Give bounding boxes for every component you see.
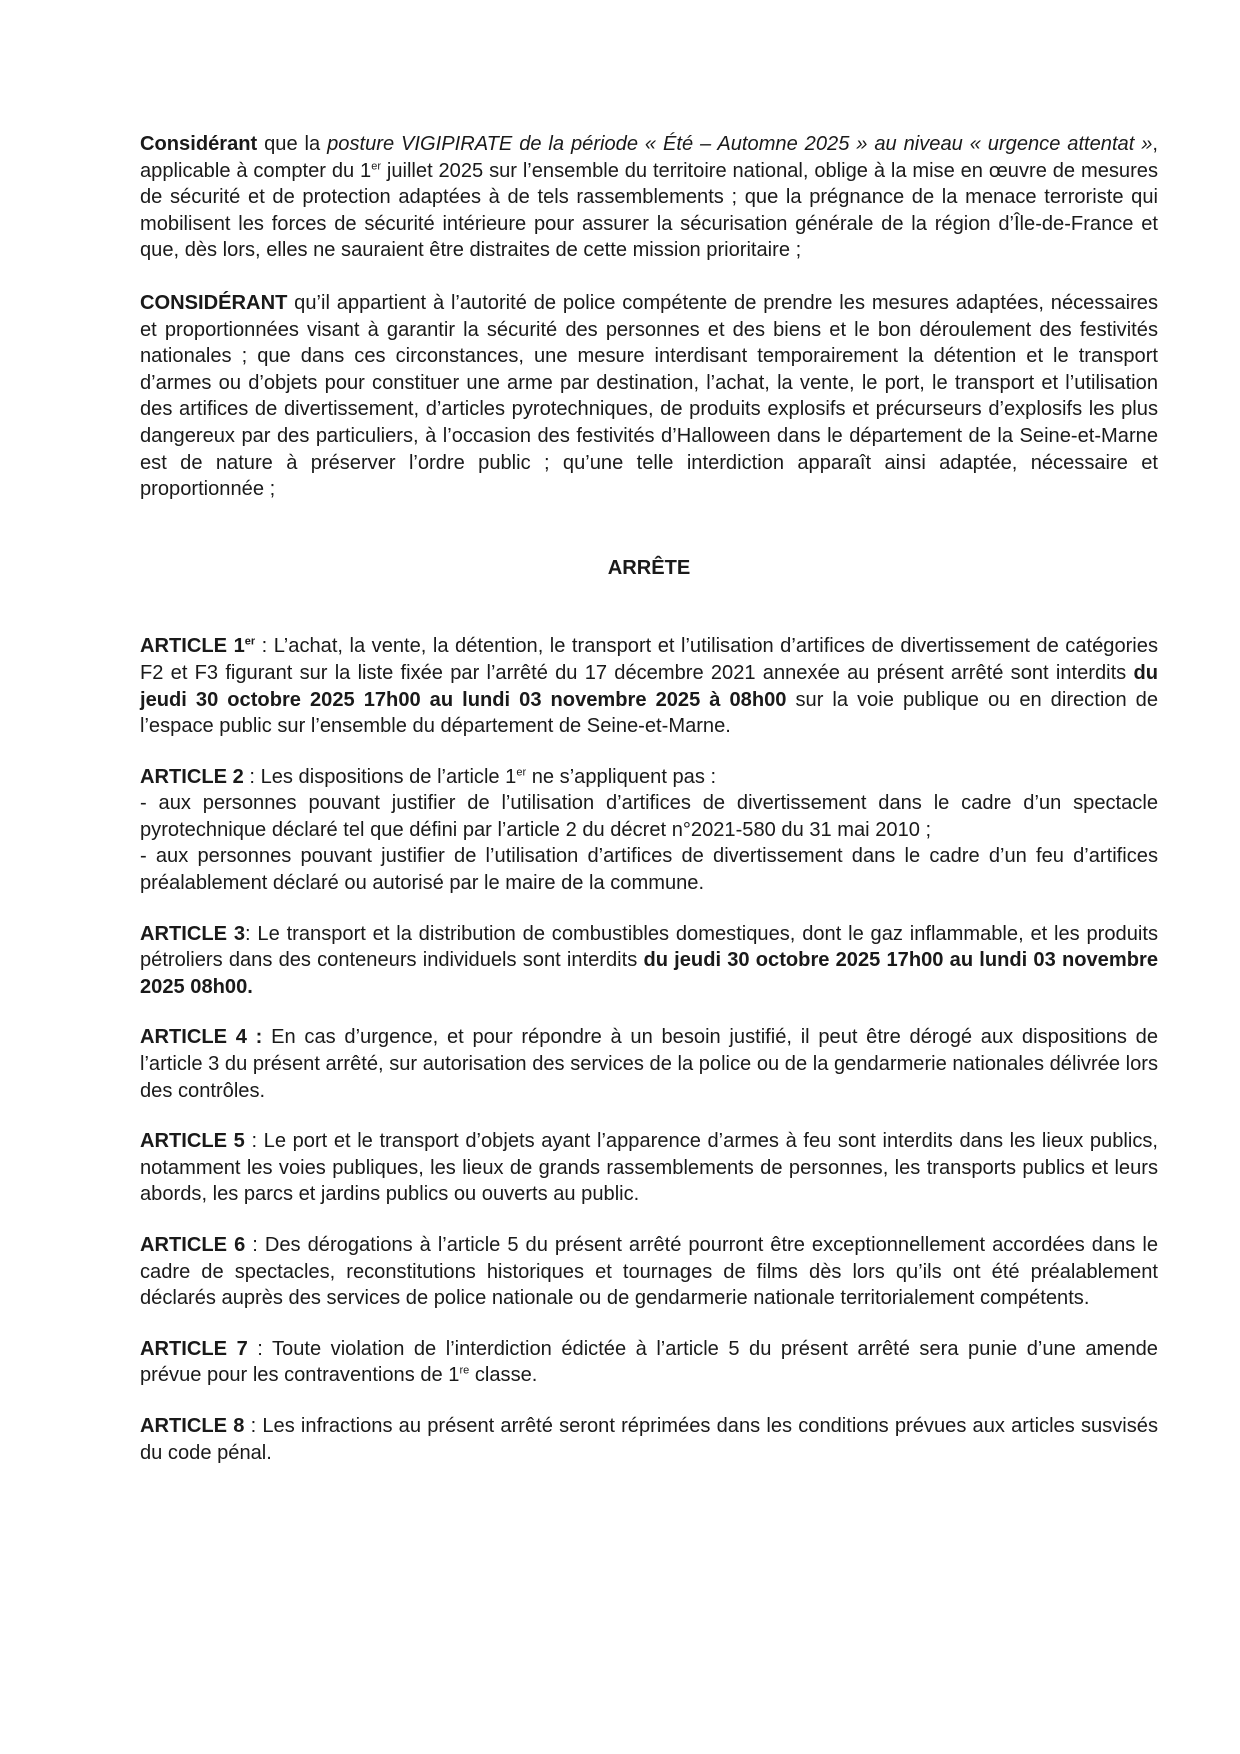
article-label: ARTICLE 4 : — [140, 1026, 263, 1049]
article-label: ARTICLE 7 — [140, 1337, 248, 1360]
article-dates: du jeudi 30 octobre 2025 17h00 au lundi 03 novembre 2025 08h00. — [140, 949, 1158, 998]
article-1: ARTICLE 1er : L’achat, la vente, la détention, le transport et l’utilisation d’artifices de divertissement de catégories F2 et F3 figurant sur la liste fixée par l’arrêté du 17 décembre 2021 annexée au présent arrêté sont interdits du jeudi 30 octobre 2025 17h00 au lundi 03 novembre 2025 à 08h00 sur la voie publique ou en direction de l’espace public sur l’ensemble du département de Seine-et-Marne. — [140, 635, 1158, 738]
article-label: ARTICLE 2 — [140, 765, 244, 788]
considerant-lead: CONSIDÉRANT — [140, 291, 288, 314]
considerant-paragraph-1: Considérant que la posture VIGIPIRATE de la période « Été – Automne 2025 » au niveau « urgence attentat », applicable à compter du 1er juillet 2025 sur l’ensemble du territoire national, oblige à la mise en œuvre de mesures de sécurité et de protection adaptées à de tels rassemblements ; que la prégnance de la menace terroriste qui mobilisent les forces de sécurité intérieure pour assurer la sécurisation générale de la région d’Île-de-France et que, dès lors, elles ne sauraient être distraites de cette mission prioritaire ; — [140, 133, 1159, 262]
article-label: ARTICLE 6 — [140, 1234, 246, 1256]
article-5: ARTICLE 5 : Le port et le transport d’objets ayant l’apparence d’armes à feu sont interdits dans les lieux publics, notamment les voies publiques, les lieux de grands rassemblements de personnes, les transports publics et leurs abords, les parcs et jardins publics ou ouverts au public. — [140, 1130, 1158, 1206]
article-3: ARTICLE 3: Le transport et la distribution de combustibles domestiques, dont le gaz inflammable, et les produits pétroliers dans des conteneurs individuels sont interdits du jeudi 30 octobre 2025 17h00 au lundi 03 novembre 2025 08h00. — [140, 922, 1158, 998]
article-6: ARTICLE 6 : Des dérogations à l’article 5 du présent arrêté pourront être exceptionnellement accordées dans le cadre de spectacles, reconstitutions historiques et tournages de films dès lors qu’ils ont été préalablement déclarés auprès des services de police nationale ou de gendarmerie nationale territorialement compétents. — [140, 1234, 1159, 1310]
considerant-lead: Considérant — [140, 133, 258, 155]
considerant-paragraph-2: CONSIDÉRANT qu’il appartient à l’autorité de police compétente de prendre les mesures adaptées, nécessaires et proportionnées visant à garantir la sécurité des personnes et des biens et le bon déroulement des festivités nationales ; que dans ces circonstances, une mesure interdisant temporairement la détention et le transport d’armes ou d’objets pour constituer une arme par destination, l’achat, la vente, le port, le transport et l’utilisation des artifices de divertissement, d’articles pyrotechniques, de produits explosifs et précurseurs d’explosifs les plus dangereux par des particuliers, à l’occasion des festivités d’Halloween dans le département de la Seine-et-Marne est de nature à préserver l’ordre public ; qu’une telle interdiction apparaît ainsi adaptée, nécessaire et proportionnée ; — [140, 291, 1158, 501]
article-2-item-2: - aux personnes pouvant justifier de l’utilisation d’artifices de divertissement dans le cadre d’un feu d’artifices préalablement déclaré ou autorisé par le maire de la commune. — [140, 845, 1158, 895]
article-7: ARTICLE 7 : Toute violation de l’interdiction édictée à l’article 5 du présent arrêté sera punie d’une amende prévue pour les contraventions de 1re classe. — [140, 1337, 1158, 1387]
article-dates: du jeudi 30 octobre 2025 17h00 au lundi 03 novembre 2025 à 08h00 — [140, 661, 1158, 711]
article-label: ARTICLE 3 — [140, 922, 246, 945]
article-8: ARTICLE 8 : Les infractions au présent arrêté seront réprimées dans les conditions prévues aux articles susvisés du code pénal. — [140, 1414, 1158, 1464]
vigipirate-phrase: posture VIGIPIRATE de la période « Été – Automne 2025 » au niveau « urgence attentat » — [327, 133, 1153, 155]
article-label: ARTICLE 1 — [140, 635, 245, 658]
article-label: ARTICLE 8 — [140, 1414, 245, 1437]
article-2: ARTICLE 2 : Les dispositions de l’article 1er ne s’appliquent pas : - aux personnes pouvant justifier de l’utilisation d’artifices de divertissement dans le cadre d’un spectacle pyrotechnique déclaré tel que défini par l’article 2 du décret n°2021-580 du 31 mai 2010 ; - aux personnes pouvant justifier de l’utilisation d’artifices de divertissement dans le cadre d’un feu d’artifices préalablement déclaré ou autorisé par le maire de la commune. — [140, 764, 1158, 897]
arrete-title: ARRÊTE — [607, 556, 691, 579]
article-4: ARTICLE 4 : En cas d’urgence, et pour répondre à un besoin justifié, il peut être dérogé aux dispositions de l’article 3 du présent arrêté, sur autorisation des services de la police ou de la gendarmerie nationales délivrée lors des contrôles. — [140, 1026, 1158, 1102]
article-2-item-1: - aux personnes pouvant justifier de l’utilisation d’artifices de divertissement dans le cadre d’un spectacle pyrotechnique déclaré tel que défini par l’article 2 du décret n°2021-580 du 31 mai 2010 ; — [140, 792, 1158, 841]
article-label: ARTICLE 5 — [140, 1130, 245, 1153]
